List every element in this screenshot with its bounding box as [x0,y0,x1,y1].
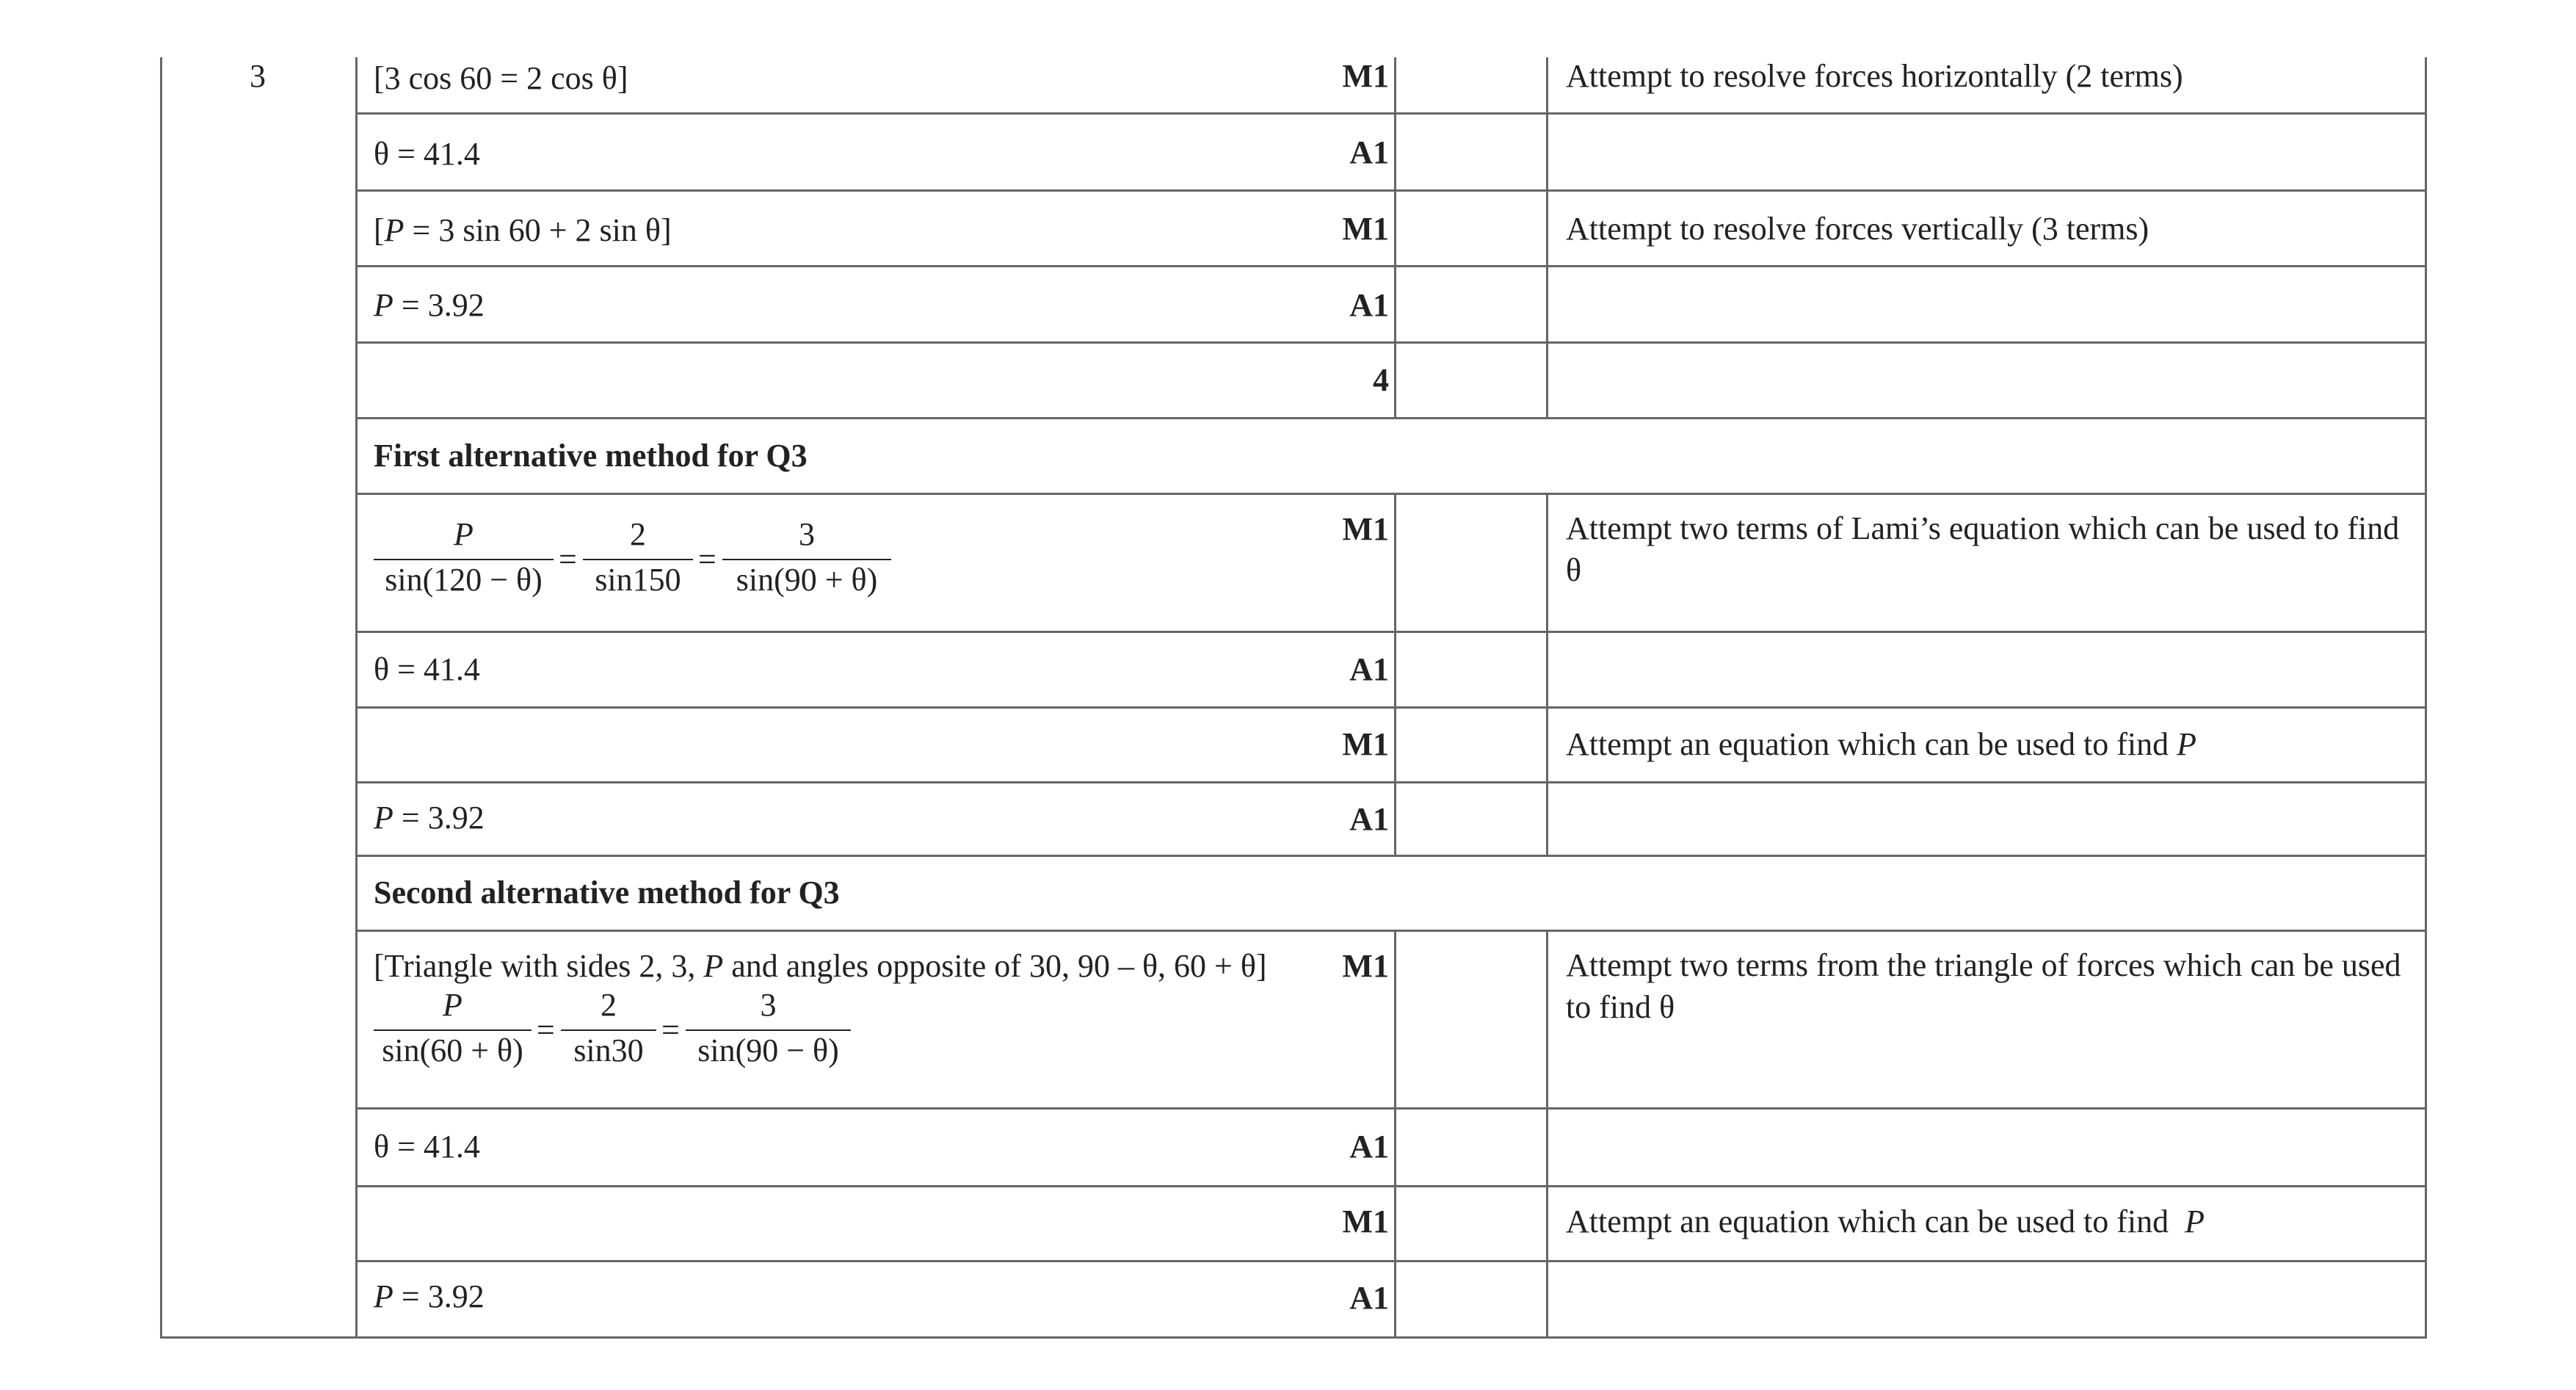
guidance-cell [1566,725,2196,764]
answer-text: = 3.92 [393,800,485,836]
variable-p: P [374,287,393,323]
row-divider [355,1260,2427,1262]
table-right-border [2425,57,2427,1339]
row-divider [355,493,2427,495]
lami-equation [374,516,1049,619]
answer-cell: [3 cos 60 = 2 cos θ] [374,60,628,96]
numerator-3: 3 [760,987,777,1023]
mark-cell: M1 [1342,211,1389,247]
triangle-statement: [Triangle with sides 2, 3, P and angles opposite of 30, 90 – θ, 60 + θ] [374,948,1267,984]
mark-cell: A1 [1349,287,1389,323]
row-divider [355,631,2427,633]
marks-column-border-lower [1394,931,1396,1339]
fraction-bar [561,1029,656,1031]
answer-cell [374,286,485,325]
numerator-p: P [454,516,474,552]
row-divider [355,417,2427,419]
mark-cell: A1 [1349,134,1389,170]
table-bottom-border [160,1336,2427,1339]
row-divider [355,706,2427,709]
guidance-column-border-lower [1546,931,1548,1339]
denominator: sin150 [595,562,681,598]
numerator-2: 2 [601,987,617,1023]
answer-column-border [355,57,358,1339]
guidance-column-border-upper [1546,57,1548,419]
row-divider [355,1107,2427,1110]
equals-sign: = [559,541,577,577]
sine-rule-equation [374,987,1049,1090]
mark-cell: M1 [1342,948,1389,984]
guidance-cell [1566,1203,2205,1241]
guidance-cell: Attempt to resolve forces vertically (3 terms) [1566,211,2149,247]
question-number: 3 [250,58,266,94]
mark-cell: M1 [1342,511,1389,547]
denominator: sin30 [573,1032,644,1068]
denominator: sin(90 + θ) [736,562,878,598]
answer-text: = 3.92 [393,1278,485,1314]
guidance-cell: Attempt two terms of Lami’s equation which can be used to find θ [1566,510,2400,588]
numerator-3: 3 [799,516,815,552]
section-heading: First alternative method for Q3 [374,438,808,474]
variable-p: P [374,800,393,836]
guidance-text: Attempt an equation which can be used to find [1566,1203,2185,1239]
answer-text: = 3.92 [393,287,485,323]
equals-sign: = [661,1012,680,1048]
mark-cell: M1 [1342,58,1389,94]
row-divider [355,341,2427,344]
row-divider [355,265,2427,267]
fraction-bar [686,1029,851,1031]
answer-cell: θ = 41.4 [374,136,480,172]
mark-cell: A1 [1349,1129,1389,1165]
section-heading: Second alternative method for Q3 [374,875,840,911]
fraction-bar [583,559,693,560]
guidance-text: Attempt an equation which can be used to find [1566,726,2177,762]
marks-column-border-mid [1394,494,1396,856]
row-divider [355,112,2427,115]
mark-scheme-table [160,57,2427,1339]
variable-p: P [384,212,404,248]
variable-p: P [374,1278,393,1314]
guidance-cell: Attempt two terms from the triangle of forces which can be used to find θ [1566,947,2401,1025]
row-divider [355,855,2427,857]
marks-column-border-upper [1394,57,1396,419]
answer-cell [374,799,485,837]
equals-sign: = [537,1012,555,1048]
answer-cell: θ = 41.4 [374,1129,480,1165]
variable-p: P [2185,1203,2205,1239]
denominator: sin(90 − θ) [697,1032,839,1068]
row-divider [355,1185,2427,1187]
row-divider [355,781,2427,783]
total-marks: 4 [1373,362,1389,398]
row-divider [355,189,2427,192]
bracket-open: [ [374,212,385,248]
variable-p: P [2177,726,2197,762]
mark-cell: M1 [1342,726,1389,762]
answer-text: = 3 sin 60 + 2 sin θ] [404,212,672,248]
fraction-bar [722,559,891,560]
guidance-column-border-mid [1546,494,1548,856]
answer-cell: θ = 41.4 [374,651,480,687]
mark-cell: A1 [1349,651,1389,687]
fraction-bar [374,1029,531,1031]
numerator-2: 2 [630,516,646,552]
denominator: sin(120 − θ) [385,562,543,598]
table-left-border [160,57,162,1339]
row-divider [355,930,2427,932]
answer-cell [374,1278,485,1316]
equals-sign: = [698,541,716,577]
mark-cell: A1 [1349,1280,1389,1316]
fraction-bar [374,559,554,560]
mark-cell: M1 [1342,1203,1389,1239]
guidance-cell: Attempt to resolve forces horizontally (2 terms) [1566,58,2183,94]
numerator-p: P [443,987,462,1023]
mark-cell: A1 [1349,801,1389,837]
answer-cell [374,211,672,250]
denominator: sin(60 + θ) [382,1032,523,1068]
variable-p: P [703,948,724,984]
